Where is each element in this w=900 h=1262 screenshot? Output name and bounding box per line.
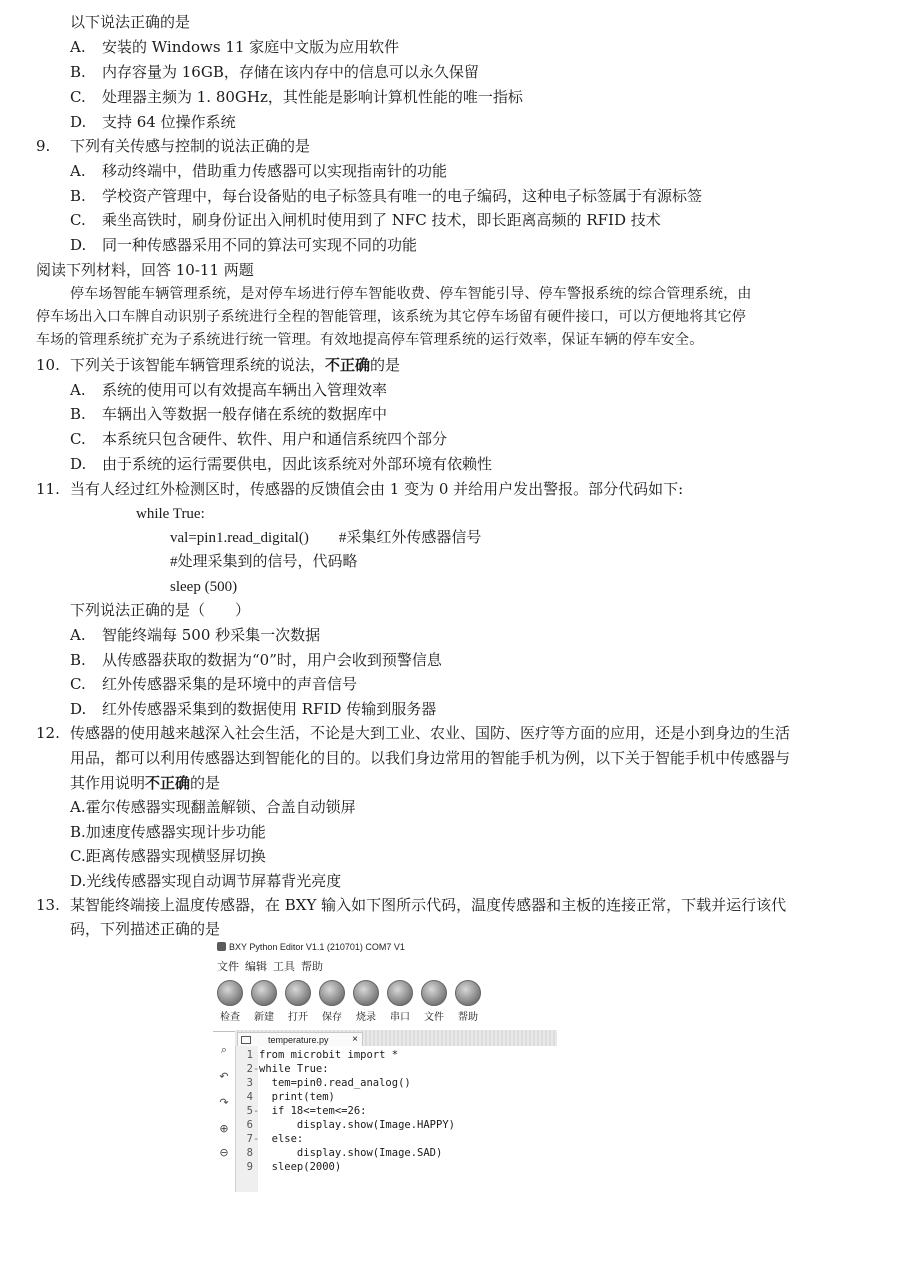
option-b (70, 187, 702, 205)
option-b (70, 651, 442, 669)
question-stem-line (70, 774, 220, 792)
line-number: 3 (246, 1077, 253, 1089)
option-c: C.距离传感器实现横竖屏切换 (70, 847, 266, 865)
tab-filename: temperature.py (268, 1035, 329, 1045)
option-text: 支持 64 位操作系统 (102, 113, 236, 131)
toolbar-label: 新建 (254, 1012, 274, 1023)
toolbar-flash-button[interactable] (349, 978, 383, 1023)
menu-help[interactable]: 帮助 (301, 961, 323, 973)
toolbar-open-button[interactable] (281, 978, 315, 1023)
question-stem-line: 传感器的使用越来越深入社会生活，不论是大到工业、农业、国防、医疗等方面的应用，还是小到身边的生活 (70, 724, 791, 742)
stem-text: 其作用说明 (70, 774, 146, 792)
option-text: 系统的使用可以有效提高车辆出入管理效率 (102, 381, 388, 399)
toolbar-label: 文件 (424, 1012, 444, 1023)
option-d (70, 113, 236, 131)
option-text: 本系统只包含硬件、软件、用户和通信系统四个部分 (102, 430, 448, 448)
editor-sidebar (213, 1034, 235, 1192)
option-letter: A. (70, 381, 86, 399)
question-stem-line: 某智能终端接上温度传感器，在 BXY 输入如下图所示代码，温度传感器和主板的连接正常，下载并运行该代 (70, 896, 787, 914)
zoom-out-icon[interactable]: ⊖ (219, 1147, 229, 1159)
code-line (236, 1118, 455, 1132)
option-c (70, 675, 357, 693)
app-icon (217, 942, 226, 951)
toolbar-label: 打开 (288, 1012, 308, 1023)
code-text: tem=pin0.read_analog() (259, 1077, 411, 1089)
question-number: 9. (36, 137, 51, 155)
option-letter: D. (70, 236, 87, 254)
option-letter: A. (70, 162, 86, 180)
toolbar-label: 串口 (390, 1012, 410, 1023)
code-line (170, 529, 481, 547)
option-a (70, 162, 447, 180)
option-letter: A. (70, 38, 86, 56)
check-icon (217, 980, 243, 1006)
option-b (70, 63, 479, 81)
line-number: 9 (246, 1161, 253, 1173)
option-text: 同一种传感器采用不同的算法可实现不同的功能 (102, 236, 418, 254)
toolbar-files-button[interactable] (417, 978, 451, 1023)
option-letter: C. (70, 211, 86, 229)
toolbar-label: 保存 (322, 1012, 342, 1023)
option-d (70, 236, 417, 254)
code-line (236, 1104, 366, 1118)
toolbar-check-button[interactable] (213, 978, 247, 1023)
code-line: while True: (136, 506, 205, 522)
menu-file[interactable]: 文件 (217, 961, 239, 973)
flash-icon (353, 980, 379, 1006)
option-letter: D. (70, 113, 87, 131)
files-icon (421, 980, 447, 1006)
question-stem: 下列有关传感与控制的说法正确的是 (70, 137, 311, 155)
option-a (70, 381, 387, 399)
option-letter: B. (70, 63, 86, 81)
redo-icon[interactable]: ↷ (219, 1097, 229, 1109)
option-a: A.霍尔传感器实现翻盖解锁、合盖自动锁屏 (70, 798, 356, 816)
code-text: print(tem) (259, 1091, 335, 1103)
code-line (236, 1160, 341, 1174)
question-stem: 以下说法正确的是 (70, 13, 191, 31)
line-number: 8 (246, 1147, 253, 1159)
reading-line: 停车场智能车辆管理系统，是对停车场进行停车智能收费、停车智能引导、停车警报系统的综合管理系统，由 (70, 286, 752, 302)
toolbar-label: 烧录 (356, 1012, 376, 1023)
window-title-text: BXY Python Editor V1.1 (210701) COM7 V1 (229, 942, 405, 952)
tab-bar (235, 1030, 557, 1046)
code-line: #处理采集到的信号，代码略 (170, 554, 358, 570)
option-letter: D. (70, 455, 87, 473)
question-sub-stem: 下列说法正确的是（ ） (70, 601, 251, 619)
code-line (236, 1048, 398, 1062)
code-text: from microbit import * (259, 1049, 399, 1061)
question-number: 13. (36, 896, 60, 914)
line-number: 2 (246, 1063, 253, 1075)
undo-icon[interactable]: ↶ (219, 1071, 229, 1083)
code-editor[interactable] (235, 1046, 558, 1192)
code-statement: val=pin1.read_digital() (170, 530, 309, 546)
code-line: sleep (500) (170, 579, 238, 595)
option-text: 智能终端每 500 秒采集一次数据 (102, 626, 321, 644)
search-icon[interactable]: ⌕ (220, 1044, 228, 1056)
option-c (70, 430, 447, 448)
option-text: 红外传感器采集的是环境中的声音信号 (102, 675, 358, 693)
code-text: sleep(2000) (259, 1161, 342, 1173)
code-text: display.show(Image.SAD) (259, 1147, 443, 1159)
option-text: 乘坐高铁时，刷身份证出入闸机时使用到了 NFC 技术，即长距离高频的 RFID 技术 (102, 211, 661, 229)
line-number: 7 (246, 1133, 253, 1145)
option-letter: B. (70, 405, 86, 423)
code-comment: #采集红外传感器信号 (338, 530, 482, 546)
option-b: B.加速度传感器实现计步功能 (70, 823, 266, 841)
stem-text: 的是 (190, 774, 221, 792)
tab-temperature-py[interactable] (237, 1032, 363, 1047)
option-letter: C. (70, 88, 86, 106)
file-icon (241, 1036, 251, 1044)
option-text: 从传感器获取的数据为“0”时，用户会收到预警信息 (102, 651, 442, 669)
option-text: 红外传感器采集到的数据使用 RFID 传输到服务器 (102, 700, 437, 718)
option-a (70, 38, 399, 56)
menu-edit[interactable]: 编辑 (245, 961, 267, 973)
option-text: 车辆出入等数据一般存储在系统的数据库中 (102, 405, 388, 423)
code-text: else: (259, 1133, 304, 1145)
code-line (236, 1090, 335, 1104)
option-text: 学校资产管理中，每台设备贴的电子标签具有唯一的电子编码，这种电子标签属于有源标签 (102, 187, 703, 205)
line-number: 6 (246, 1119, 253, 1131)
fold-marker[interactable]: - (253, 1063, 260, 1075)
question-stem (70, 356, 400, 374)
toolbar (213, 978, 557, 1030)
option-a (70, 626, 320, 644)
option-c (70, 88, 523, 106)
line-number: 5 (246, 1105, 253, 1117)
toolbar-serial-button[interactable] (383, 978, 417, 1023)
option-text: 处理器主频为 1. 80GHz，其性能是影响计算机性能的唯一指标 (102, 88, 523, 106)
option-text: 安装的 Windows 11 家庭中文版为应用软件 (102, 38, 400, 56)
window-title (217, 942, 405, 952)
line-number: 4 (246, 1091, 253, 1103)
code-line (236, 1062, 329, 1076)
menu-bar (217, 958, 329, 974)
question-stem: 当有人经过红外检测区时，传感器的反馈值会由 1 变为 0 并给用户发出警报。部分代码如下: (70, 480, 684, 498)
save-icon (319, 980, 345, 1006)
question-stem-line: 用品，都可以利用传感器达到智能化的目的。以我们身边常用的智能手机为例，以下关于智能手机中传感器与 (70, 749, 791, 767)
reading-line: 车场的管理系统扩充为子系统进行统一管理。有效地提高停车管理系统的运行效率，保证车辆的停车安全。 (36, 332, 704, 348)
code-line (236, 1076, 411, 1090)
code-text: if 18<=tem<=26: (259, 1105, 367, 1117)
option-text: 移动终端中，借助重力传感器可以实现指南针的功能 (102, 162, 448, 180)
open-folder-icon (285, 980, 311, 1006)
fold-marker[interactable]: - (253, 1105, 260, 1117)
close-icon[interactable]: × (352, 1034, 358, 1045)
option-d: D.光线传感器实现自动调节屏幕背光亮度 (70, 872, 342, 890)
menu-tools[interactable]: 工具 (273, 961, 295, 973)
code-line (236, 1146, 442, 1160)
stem-emphasis: 不正确 (325, 356, 371, 374)
code-line (236, 1132, 303, 1146)
toolbar-label: 帮助 (458, 1012, 478, 1023)
question-number: 10. (36, 356, 60, 374)
question-number: 12. (36, 724, 60, 742)
toolbar-label: 检查 (220, 1012, 240, 1023)
new-file-icon (251, 980, 277, 1006)
reading-line: 停车场出入口车牌自动识别子系统进行全程的智能管理，该系统为其它停车场留有硬件接口，可以方便地将其它停 (36, 309, 746, 325)
option-d (70, 700, 436, 718)
question-number: 11. (36, 480, 60, 498)
help-icon (455, 980, 481, 1006)
zoom-in-icon[interactable]: ⊕ (219, 1123, 229, 1135)
option-c (70, 211, 661, 229)
option-letter: A. (70, 626, 86, 644)
option-d (70, 455, 492, 473)
option-text: 内存容量为 16GB，存储在该内存中的信息可以永久保留 (102, 63, 479, 81)
toolbar-help-button[interactable] (451, 978, 485, 1023)
question-stem-line: 码，下列描述正确的是 (70, 920, 221, 938)
serial-port-icon (387, 980, 413, 1006)
fold-marker[interactable]: - (253, 1133, 260, 1145)
line-number: 1 (246, 1049, 253, 1061)
stem-emphasis: 不正确 (145, 774, 191, 792)
toolbar-save-button[interactable] (315, 978, 349, 1023)
stem-text: 的是 (370, 356, 401, 374)
toolbar-new-button[interactable] (247, 978, 281, 1023)
bxy-editor-screenshot (213, 938, 557, 1192)
option-letter: B. (70, 187, 86, 205)
reading-heading: 阅读下列材料，回答 10-11 两题 (36, 261, 254, 279)
option-text: 由于系统的运行需要供电，因此该系统对外部环境有依赖性 (102, 455, 493, 473)
stem-text: 下列关于该智能车辆管理系统的说法， (70, 356, 326, 374)
option-letter: D. (70, 700, 87, 718)
code-text: while True: (259, 1063, 329, 1075)
code-text: display.show(Image.HAPPY) (259, 1119, 455, 1131)
option-b (70, 405, 387, 423)
option-letter: B. (70, 651, 86, 669)
option-letter: C. (70, 430, 86, 448)
option-letter: C. (70, 675, 86, 693)
